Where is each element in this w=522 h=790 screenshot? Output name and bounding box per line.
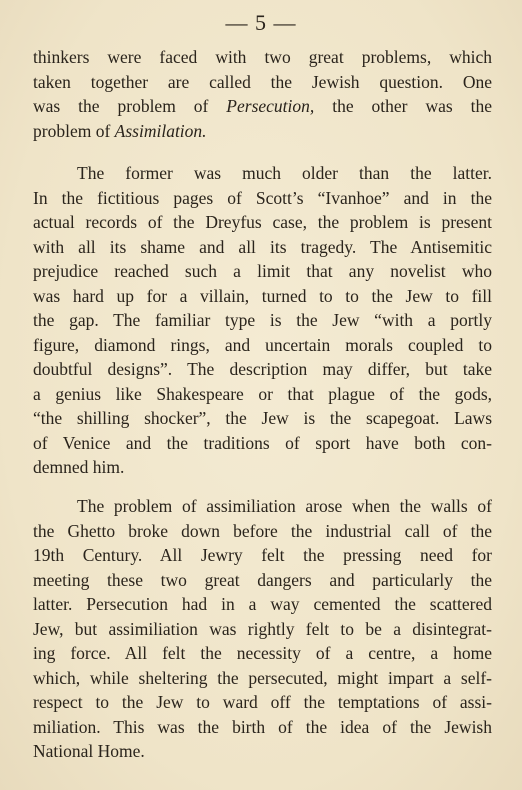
text-line — [33, 94, 492, 119]
text-line: actual records of the Dreyfus case, the problem is present — [33, 212, 492, 232]
text-line: the gap. The familiar type is the Jew “with a portly — [33, 310, 492, 330]
text-line: with all its shame and all its tragedy. The Antisemitic — [33, 236, 492, 257]
text-line: The problem of assimiliation arose when the walls of — [77, 496, 492, 516]
text-line: miliation. This was the birth of the idea of the Jewish — [33, 716, 492, 737]
text-line: a genius like Shakespeare or that plague of the gods, — [33, 383, 492, 404]
text-line: latter. Persecution had in a way cemented the scattered — [33, 594, 492, 614]
text-line: meeting these two great dangers and particularly the — [33, 569, 492, 590]
text-line: thinkers were faced with two great problems, which — [33, 47, 492, 67]
text-line: The former was much older than the latter. — [77, 163, 492, 183]
text-line: the Ghetto broke down before the industrial call of the — [33, 520, 492, 541]
text-line: In the fictitious pages of Scott’s “Ivanhoe” and in the — [33, 187, 492, 208]
text-line: Jew, but assimiliation was rightly felt to be a disintegrat- — [33, 618, 492, 639]
text-line: figure, diamond rings, and uncertain morals coupled to — [33, 334, 492, 355]
text-line: of Venice and the traditions of sport have both con- — [33, 432, 492, 453]
text-line — [33, 119, 492, 144]
text-line: demned him. — [33, 457, 125, 477]
page-number: — 5 — — [225, 10, 297, 35]
text-line: taken together are called the Jewish question. One — [33, 71, 492, 92]
text-line: National Home. — [33, 741, 145, 761]
text-line: doubtful designs”. The description may differ, but take — [33, 359, 492, 379]
text-line: which, while sheltering the persecuted, might impart a self- — [33, 667, 492, 688]
paragraph — [33, 494, 492, 764]
text-run: the other was the — [314, 96, 492, 116]
text-line: was hard up for a villain, turned to to the Jew to fill — [33, 285, 492, 306]
text-line: respect to the Jew to ward off the temptations of assi- — [33, 692, 492, 712]
paragraph — [33, 45, 492, 143]
text-line: 19th Century. All Jewry felt the pressing need for — [33, 545, 492, 565]
text-line: “the shilling shocker”, the Jew is the scapegoat. Laws — [33, 408, 492, 428]
italic-term: Assimilation. — [114, 120, 207, 141]
italic-term: Persecution, — [226, 96, 315, 116]
text-run: problem of — [33, 120, 115, 141]
text-line: prejudice reached such a limit that any novelist who — [33, 261, 492, 281]
paragraph — [33, 161, 492, 480]
text-line: ing force. All felt the necessity of a centre, a home — [33, 643, 492, 663]
text-run: was the problem of — [33, 96, 227, 116]
